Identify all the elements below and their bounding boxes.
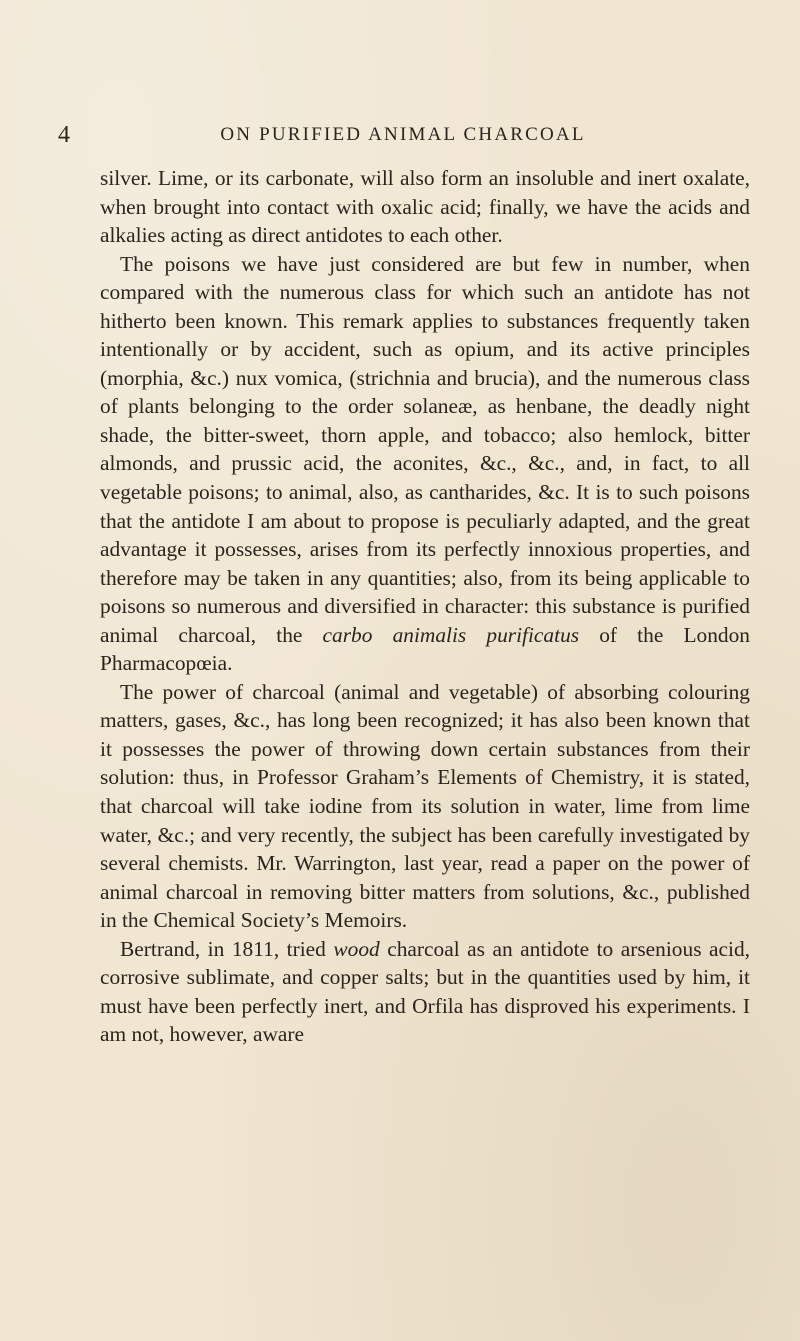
latin-term: carbo animalis purificatus bbox=[322, 622, 580, 647]
paragraph-3 bbox=[100, 678, 750, 935]
paragraph-1 bbox=[100, 164, 750, 250]
italic-wood: wood bbox=[333, 936, 380, 961]
paragraph-3-text: The power of charcoal (animal and vegetable) of absorbing colouring matters, gases, &c., has long been recognized; it has also been known that it possesses the power of throwing down certain substances from their solution: thus, in Professor Graham’s Elements of Chemistry, it is stated, that charcoal will take iodine from its solution in water, lime from lime water, &c.; and very recently, the subject has been carefully investigated by several chemists. Mr. Warrington, last year, read a paper on the power of animal charcoal in removing bitter matters from solutions, &c., published in the Chemical Society’s Memoirs. bbox=[100, 679, 750, 933]
paragraph-4-tail: charcoal as an antidote to arsenious acid, corrosive sublimate, and copper salts; but in the quantities used by him, it must have been perfectly inert, and Orfila has disproved his experiments. I am not, however, aware bbox=[100, 936, 750, 1047]
paragraph-4 bbox=[100, 935, 750, 1049]
paragraph-1-text: silver. Lime, or its carbonate, will also form an insoluble and inert oxalate, when brought into contact with oxalic acid; finally, we have the acids and alkalies acting as direct antidotes to each other. bbox=[100, 166, 750, 248]
page-header bbox=[58, 120, 748, 150]
body-text bbox=[100, 164, 750, 1049]
paragraph-4-lead: Bertrand, in 1811, tried bbox=[120, 936, 334, 961]
paragraph-2-tail: of the London Pharmacopœia. bbox=[100, 622, 750, 676]
running-title: ON PURIFIED ANIMAL CHARCOAL bbox=[220, 124, 586, 145]
page-number: 4 bbox=[58, 122, 70, 148]
paragraph-2-text: The poisons we have just considered are but few in number, when compared with the numerous class for which such an antidote has not hitherto been known. This remark applies to substances frequently taken intentionally or by accident, such as opium, and its active principles (morphia, &c.) nux vomica, (strichnia and brucia), and the numerous class of plants belonging to the order solaneæ, as henbane, the deadly night shade, the bitter-sweet, thorn apple, and tobacco; also hemlock, bitter almonds, and prussic acid, the aconites, &c., &c., and, in fact, to all vegetable poisons; to animal, also, as cantharides, &c. It is to such poisons that the antidote I am about to propose is peculiarly adapted, and the great advantage it possesses, arises from its perfectly innoxious properties, and therefore may be taken in any quantities; also, from its being applicable to poisons so numerous and diversified in character: this substance is purified animal charcoal, the bbox=[100, 251, 750, 647]
paragraph-2 bbox=[100, 250, 750, 678]
